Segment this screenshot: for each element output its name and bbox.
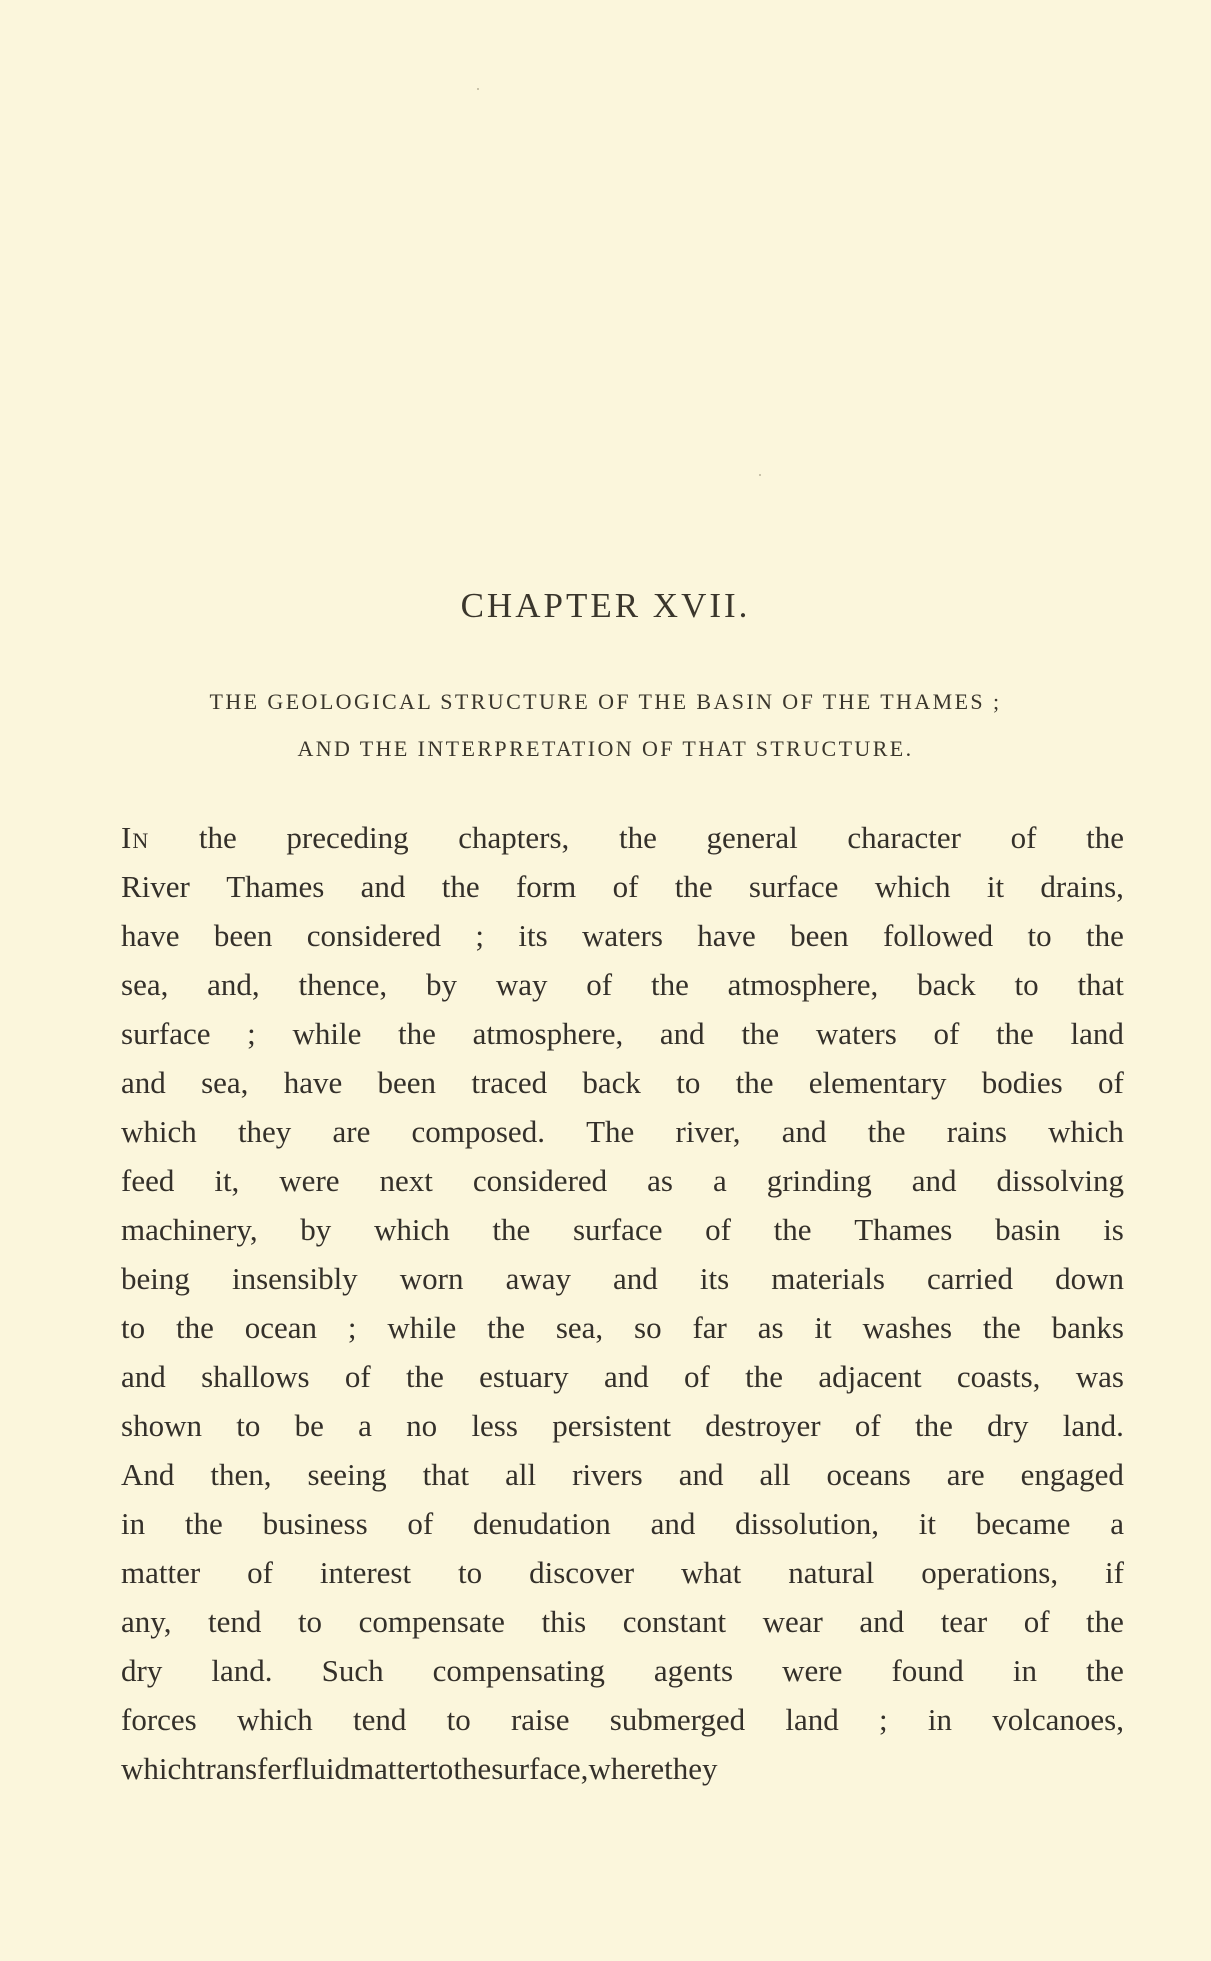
word: of	[407, 1506, 434, 1541]
word: of	[684, 1359, 710, 1394]
word: form	[515, 869, 577, 904]
word: the	[175, 1310, 214, 1345]
word: have	[121, 918, 180, 953]
word: the	[492, 1212, 531, 1247]
body-line	[121, 1646, 1124, 1695]
word: the	[184, 1506, 223, 1541]
word: and	[613, 1261, 658, 1296]
word: Such	[321, 1653, 384, 1688]
word: transfer	[196, 1751, 292, 1786]
word: of	[612, 869, 639, 904]
word: waters	[581, 918, 663, 953]
word: of	[854, 1408, 881, 1443]
word: land.	[211, 1653, 273, 1688]
word: the	[453, 1751, 492, 1786]
word: In	[121, 820, 150, 855]
word: bodies	[981, 1065, 1063, 1100]
word: as	[757, 1310, 784, 1345]
word: thence,	[298, 967, 388, 1002]
word: the	[1086, 820, 1124, 855]
word: engaged	[1020, 1457, 1124, 1492]
word: followed	[882, 918, 994, 953]
word: dry	[121, 1653, 163, 1688]
word: tend	[208, 1604, 262, 1639]
word: to	[297, 1604, 323, 1639]
word: what	[681, 1555, 742, 1590]
word: back	[917, 967, 976, 1002]
word: been	[213, 918, 273, 953]
word: shown	[121, 1408, 202, 1443]
word: in	[927, 1702, 952, 1737]
word: operations,	[921, 1555, 1059, 1590]
word: back	[582, 1065, 641, 1100]
word: as	[647, 1163, 673, 1198]
word: the	[674, 869, 713, 904]
word: to	[676, 1065, 701, 1100]
word: tend	[352, 1702, 407, 1737]
word: of	[247, 1555, 273, 1590]
word: the	[741, 1016, 780, 1051]
body-line	[121, 1205, 1124, 1254]
word: by	[300, 1212, 332, 1247]
word: preceding	[286, 820, 409, 855]
word: down	[1055, 1261, 1124, 1296]
word: next	[379, 1163, 433, 1198]
word: was	[1075, 1359, 1124, 1394]
word: any,	[121, 1604, 172, 1639]
word: are	[332, 1114, 371, 1149]
word: the	[650, 967, 689, 1002]
word: agents	[653, 1653, 734, 1688]
word: while	[292, 1016, 362, 1051]
word: forces	[121, 1702, 197, 1737]
word: so	[634, 1310, 662, 1345]
word: surface,	[491, 1751, 589, 1786]
word: the	[982, 1310, 1021, 1345]
word: persistent	[552, 1408, 672, 1443]
word: ;	[347, 1310, 357, 1345]
body-line	[121, 1303, 1124, 1352]
word: wear	[762, 1604, 823, 1639]
word: banks	[1051, 1310, 1124, 1345]
word: ;	[879, 1702, 888, 1737]
word: the	[398, 1016, 436, 1051]
word: the	[867, 1114, 906, 1149]
word: were	[279, 1163, 340, 1198]
word: shallows	[201, 1359, 310, 1394]
word: found	[891, 1653, 964, 1688]
word: basin	[995, 1212, 1061, 1247]
word: which	[236, 1702, 313, 1737]
word: by	[425, 967, 457, 1002]
word: it,	[214, 1163, 240, 1198]
word: land	[785, 1702, 839, 1737]
word: that	[422, 1457, 470, 1492]
word: are	[946, 1457, 985, 1492]
word: matter	[350, 1751, 430, 1786]
word: seeing	[307, 1457, 387, 1492]
word: washes	[862, 1310, 953, 1345]
body-line	[121, 1450, 1124, 1499]
body-line	[121, 1499, 1124, 1548]
word: surface	[748, 869, 839, 904]
word: in	[1012, 1653, 1037, 1688]
word: business	[262, 1506, 368, 1541]
word: atmosphere,	[727, 967, 879, 1002]
word: way	[495, 967, 548, 1002]
word: rains	[946, 1114, 1007, 1149]
body-line	[121, 1744, 1124, 1793]
word: if	[1105, 1555, 1124, 1590]
word: of	[1023, 1604, 1050, 1639]
body-line	[121, 960, 1124, 1009]
word: traced	[471, 1065, 548, 1100]
word: compensating	[432, 1653, 605, 1688]
word: to	[236, 1408, 261, 1443]
word: and	[781, 1114, 827, 1149]
word: of	[705, 1212, 731, 1247]
word: raise	[510, 1702, 570, 1737]
word: ;	[247, 1016, 256, 1051]
body-line	[121, 1009, 1124, 1058]
word: its	[518, 918, 548, 953]
body-line	[121, 813, 1124, 862]
word: a	[1110, 1506, 1124, 1541]
word: where	[588, 1751, 665, 1786]
word: dissolution,	[735, 1506, 879, 1541]
word: it	[918, 1506, 936, 1541]
word: considered	[306, 918, 442, 953]
word: and	[650, 1506, 696, 1541]
word: sea,	[121, 967, 169, 1002]
body-line	[121, 1401, 1124, 1450]
word: carried	[926, 1261, 1014, 1296]
word: matter	[121, 1555, 201, 1590]
word: estuary	[479, 1359, 569, 1394]
word: constant	[622, 1604, 727, 1639]
word: the	[1086, 1653, 1124, 1688]
word: river,	[675, 1114, 741, 1149]
body-line	[121, 1254, 1124, 1303]
word: worn	[399, 1261, 464, 1296]
word: chapters,	[458, 820, 570, 855]
word: character	[847, 820, 961, 855]
word: and	[859, 1604, 905, 1639]
word: of	[586, 967, 613, 1002]
word: be	[294, 1408, 324, 1443]
word: which	[121, 1114, 197, 1149]
word: sea,	[555, 1310, 604, 1345]
word: the	[441, 869, 480, 904]
word: that	[1077, 967, 1124, 1002]
word: atmosphere,	[472, 1016, 624, 1051]
word: tear	[940, 1604, 988, 1639]
body-text	[121, 813, 1124, 1793]
word: the	[1086, 918, 1124, 953]
word: dry	[987, 1408, 1029, 1443]
word: the	[618, 820, 657, 855]
word: dissolving	[996, 1163, 1124, 1198]
word: fluid	[291, 1751, 350, 1786]
word: and	[603, 1359, 649, 1394]
word: no	[406, 1408, 438, 1443]
word: machinery,	[121, 1212, 258, 1247]
chapter-subtitle-line-2: AND THE INTERPRETATION OF THAT STRUCTURE.	[297, 736, 914, 761]
word: the	[995, 1016, 1034, 1051]
word: the	[745, 1359, 784, 1394]
word: land.	[1062, 1408, 1124, 1443]
word: volcanoes,	[992, 1702, 1124, 1737]
word: became	[975, 1506, 1071, 1541]
word: while	[387, 1310, 457, 1345]
word: land	[1070, 1016, 1124, 1051]
word: Thames	[854, 1212, 953, 1247]
body-line	[121, 911, 1124, 960]
word: elementary	[808, 1065, 947, 1100]
word: it	[986, 869, 1005, 904]
word: The	[586, 1114, 635, 1149]
word: been	[790, 918, 849, 953]
word: its	[699, 1261, 730, 1296]
word: general	[706, 820, 798, 855]
word: waters	[815, 1016, 897, 1051]
word: to	[458, 1555, 483, 1590]
word: to	[1014, 967, 1039, 1002]
chapter-subtitle-line-1: THE GEOLOGICAL STRUCTURE OF THE BASIN OF THE THAMES ;	[209, 689, 1002, 714]
word: adjacent	[818, 1359, 922, 1394]
word: and,	[207, 967, 260, 1002]
chapter-title: CHAPTER XVII.	[460, 586, 751, 625]
word: And	[121, 1457, 175, 1492]
word: feed	[121, 1163, 175, 1198]
word: the	[1086, 1604, 1124, 1639]
word: sea,	[201, 1065, 249, 1100]
word: drains,	[1040, 869, 1124, 904]
word: materials	[771, 1261, 885, 1296]
body-line	[121, 1107, 1124, 1156]
word: were	[782, 1653, 843, 1688]
word: interest	[319, 1555, 412, 1590]
word: grinding	[766, 1163, 872, 1198]
word: Thames	[226, 869, 325, 904]
word: coasts,	[956, 1359, 1041, 1394]
word: River	[121, 869, 190, 904]
body-line	[121, 1156, 1124, 1205]
word: natural	[788, 1555, 875, 1590]
word: this	[541, 1604, 587, 1639]
word: and	[911, 1163, 957, 1198]
word: the	[198, 820, 237, 855]
word: which	[373, 1212, 450, 1247]
word: the	[914, 1408, 953, 1443]
body-line	[121, 1058, 1124, 1107]
word: composed.	[411, 1114, 545, 1149]
body-line	[121, 1352, 1124, 1401]
word: oceans	[826, 1457, 911, 1492]
word: of	[1010, 820, 1037, 855]
body-line	[121, 862, 1124, 911]
word: they	[237, 1114, 292, 1149]
word: ocean	[244, 1310, 317, 1345]
word: discover	[529, 1555, 635, 1590]
word: denudation	[473, 1506, 611, 1541]
word: all	[505, 1457, 537, 1492]
word: being	[121, 1261, 190, 1296]
word: in	[121, 1506, 146, 1541]
word: the	[735, 1065, 774, 1100]
body-line	[121, 1597, 1124, 1646]
word: surface	[572, 1212, 663, 1247]
word: have	[283, 1065, 343, 1100]
word: which	[874, 869, 951, 904]
word: is	[1103, 1212, 1124, 1247]
word: and	[659, 1016, 705, 1051]
word: submerged	[609, 1702, 746, 1737]
word: a	[712, 1163, 727, 1198]
word: and	[678, 1457, 724, 1492]
word: compensate	[358, 1604, 505, 1639]
word: and	[360, 869, 406, 904]
word: the	[487, 1310, 525, 1345]
word: less	[471, 1408, 518, 1443]
word: to	[446, 1702, 471, 1737]
word: of	[344, 1359, 371, 1394]
word: have	[697, 918, 756, 953]
word: they	[664, 1751, 718, 1786]
word: to	[1027, 918, 1052, 953]
word: insensibly	[231, 1261, 358, 1296]
word: all	[759, 1457, 791, 1492]
word: destroyer	[705, 1408, 821, 1443]
page-speck	[759, 474, 761, 476]
word: a	[358, 1408, 372, 1443]
word: to	[121, 1310, 146, 1345]
word: away	[505, 1261, 571, 1296]
word: the	[773, 1212, 812, 1247]
body-line	[121, 1548, 1124, 1597]
word: surface	[121, 1016, 211, 1051]
word: considered	[472, 1163, 608, 1198]
word: and	[121, 1065, 166, 1100]
page-speck	[477, 88, 479, 90]
word: it	[814, 1310, 832, 1345]
word: of	[1098, 1065, 1124, 1100]
word: ;	[475, 918, 484, 953]
word: been	[377, 1065, 437, 1100]
body-line	[121, 1695, 1124, 1744]
word: and	[121, 1359, 166, 1394]
word: then,	[210, 1457, 272, 1492]
word: which	[121, 1751, 197, 1786]
word: the	[405, 1359, 444, 1394]
word: rivers	[572, 1457, 643, 1492]
word: which	[1048, 1114, 1124, 1149]
word: to	[429, 1751, 454, 1786]
word: of	[933, 1016, 960, 1051]
word: far	[692, 1310, 727, 1345]
